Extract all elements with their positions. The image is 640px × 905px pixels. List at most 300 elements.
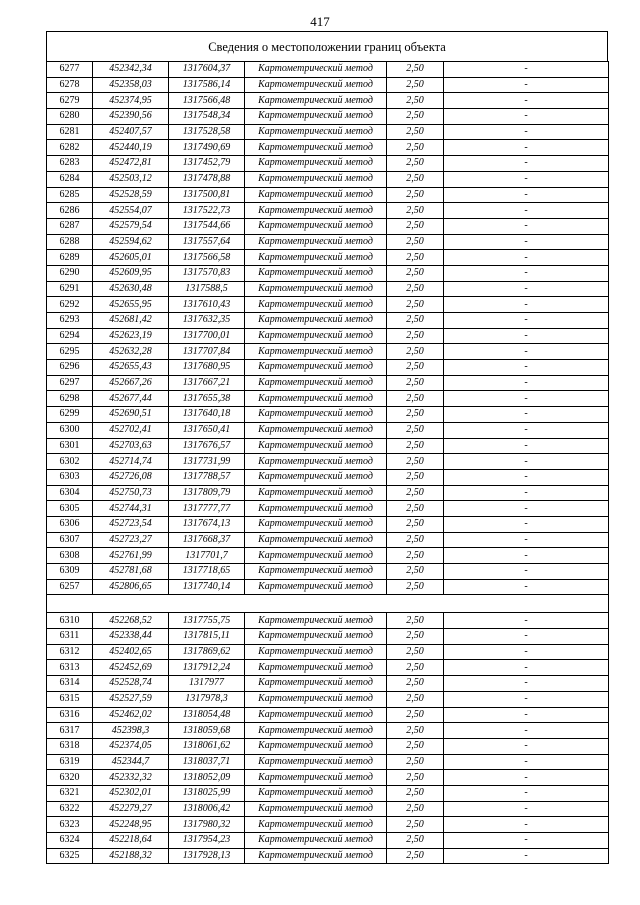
y-coordinate: 1317548,34 [169,109,245,125]
y-coordinate: 1317718,65 [169,564,245,580]
point-number: 6314 [47,676,93,692]
y-coordinate: 1317528,58 [169,124,245,140]
accuracy-cell: 2,50 [387,187,444,203]
accuracy-cell: 2,50 [387,375,444,391]
x-coordinate: 452744,31 [93,501,169,517]
y-coordinate: 1317667,21 [169,375,245,391]
point-number: 6286 [47,203,93,219]
x-coordinate: 452806,65 [93,579,169,595]
point-number: 6306 [47,516,93,532]
group-separator-row [47,595,609,613]
table-row [47,313,609,329]
x-coordinate: 452681,42 [93,313,169,329]
x-coordinate: 452655,43 [93,360,169,376]
table-row [47,391,609,407]
method-cell: Картометрический метод [245,250,387,266]
y-coordinate: 1317500,81 [169,187,245,203]
note-cell: - [444,77,609,93]
y-coordinate: 1317668,37 [169,532,245,548]
note-cell: - [444,391,609,407]
method-cell: Картометрический метод [245,328,387,344]
method-cell: Картометрический метод [245,660,387,676]
note-cell: - [444,313,609,329]
point-number: 6294 [47,328,93,344]
y-coordinate: 1317588,5 [169,281,245,297]
method-cell: Картометрический метод [245,613,387,629]
table-row [47,801,609,817]
y-coordinate: 1317977 [169,676,245,692]
method-cell: Картометрический метод [245,265,387,281]
table-row [47,691,609,707]
x-coordinate: 452750,73 [93,485,169,501]
table-row [47,564,609,580]
table-row [47,187,609,203]
point-number: 6312 [47,644,93,660]
point-number: 6292 [47,297,93,313]
method-cell: Картометрический метод [245,754,387,770]
note-cell: - [444,723,609,739]
accuracy-cell: 2,50 [387,438,444,454]
point-number: 6304 [47,485,93,501]
accuracy-cell: 2,50 [387,297,444,313]
y-coordinate: 1317680,95 [169,360,245,376]
x-coordinate: 452279,27 [93,801,169,817]
point-number: 6319 [47,754,93,770]
accuracy-cell: 2,50 [387,218,444,234]
y-coordinate: 1317490,69 [169,140,245,156]
x-coordinate: 452503,12 [93,171,169,187]
accuracy-cell: 2,50 [387,817,444,833]
table-row [47,328,609,344]
x-coordinate: 452407,57 [93,124,169,140]
point-number: 6316 [47,707,93,723]
y-coordinate: 1317755,75 [169,613,245,629]
table-row [47,375,609,391]
table-row [47,250,609,266]
y-coordinate: 1317655,38 [169,391,245,407]
point-number: 6305 [47,501,93,517]
note-cell: - [444,109,609,125]
x-coordinate: 452268,52 [93,613,169,629]
point-number: 6285 [47,187,93,203]
y-coordinate: 1317869,62 [169,644,245,660]
point-number: 6322 [47,801,93,817]
table-row [47,124,609,140]
x-coordinate: 452579,54 [93,218,169,234]
x-coordinate: 452630,48 [93,281,169,297]
table-row [47,218,609,234]
x-coordinate: 452342,34 [93,62,169,78]
table-row [47,770,609,786]
table-row [47,707,609,723]
x-coordinate: 452344,7 [93,754,169,770]
accuracy-cell: 2,50 [387,516,444,532]
table-row [47,723,609,739]
x-coordinate: 452594,62 [93,234,169,250]
point-number: 6299 [47,407,93,423]
table-body [47,62,609,864]
accuracy-cell: 2,50 [387,407,444,423]
y-coordinate: 1317566,48 [169,93,245,109]
y-coordinate: 1317640,18 [169,407,245,423]
y-coordinate: 1318006,42 [169,801,245,817]
table-row [47,817,609,833]
accuracy-cell: 2,50 [387,156,444,172]
method-cell: Картометрический метод [245,501,387,517]
x-coordinate: 452358,03 [93,77,169,93]
accuracy-cell: 2,50 [387,62,444,78]
point-number: 6288 [47,234,93,250]
note-cell: - [444,140,609,156]
accuracy-cell: 2,50 [387,77,444,93]
note-cell: - [444,187,609,203]
note-cell: - [444,438,609,454]
x-coordinate: 452440,19 [93,140,169,156]
note-cell: - [444,360,609,376]
point-number: 6293 [47,313,93,329]
point-number: 6302 [47,454,93,470]
x-coordinate: 452761,99 [93,548,169,564]
point-number: 6309 [47,564,93,580]
point-number: 6287 [47,218,93,234]
y-coordinate: 1317478,88 [169,171,245,187]
x-coordinate: 452527,59 [93,691,169,707]
accuracy-cell: 2,50 [387,754,444,770]
note-cell: - [444,676,609,692]
method-cell: Картометрический метод [245,485,387,501]
table-row [47,676,609,692]
table-row [47,660,609,676]
note-cell: - [444,485,609,501]
y-coordinate: 1317650,41 [169,422,245,438]
method-cell: Картометрический метод [245,676,387,692]
point-number: 6303 [47,469,93,485]
y-coordinate: 1317522,73 [169,203,245,219]
x-coordinate: 452402,65 [93,644,169,660]
x-coordinate: 452554,07 [93,203,169,219]
y-coordinate: 1317954,23 [169,833,245,849]
method-cell: Картометрический метод [245,833,387,849]
table-row [47,360,609,376]
method-cell: Картометрический метод [245,93,387,109]
method-cell: Картометрический метод [245,140,387,156]
x-coordinate: 452655,95 [93,297,169,313]
note-cell: - [444,770,609,786]
y-coordinate: 1318052,09 [169,770,245,786]
note-cell: - [444,218,609,234]
table-row [47,485,609,501]
method-cell: Картометрический метод [245,707,387,723]
y-coordinate: 1317632,35 [169,313,245,329]
note-cell: - [444,93,609,109]
note-cell: - [444,613,609,629]
x-coordinate: 452702,41 [93,422,169,438]
point-number: 6290 [47,265,93,281]
table-row [47,738,609,754]
table-row [47,785,609,801]
point-number: 6280 [47,109,93,125]
y-coordinate: 1317815,11 [169,629,245,645]
table-row [47,140,609,156]
note-cell: - [444,375,609,391]
note-cell: - [444,171,609,187]
point-number: 6282 [47,140,93,156]
note-cell: - [444,848,609,864]
x-coordinate: 452390,56 [93,109,169,125]
note-cell: - [444,532,609,548]
note-cell: - [444,707,609,723]
accuracy-cell: 2,50 [387,532,444,548]
y-coordinate: 1318059,68 [169,723,245,739]
accuracy-cell: 2,50 [387,707,444,723]
accuracy-cell: 2,50 [387,140,444,156]
note-cell: - [444,691,609,707]
method-cell: Картометрический метод [245,548,387,564]
point-number: 6257 [47,579,93,595]
accuracy-cell: 2,50 [387,109,444,125]
method-cell: Картометрический метод [245,391,387,407]
accuracy-cell: 2,50 [387,281,444,297]
table-row [47,422,609,438]
method-cell: Картометрический метод [245,801,387,817]
accuracy-cell: 2,50 [387,564,444,580]
note-cell: - [444,62,609,78]
x-coordinate: 452398,3 [93,723,169,739]
x-coordinate: 452632,28 [93,344,169,360]
x-coordinate: 452723,27 [93,532,169,548]
method-cell: Картометрический метод [245,817,387,833]
method-cell: Картометрический метод [245,629,387,645]
method-cell: Картометрический метод [245,218,387,234]
accuracy-cell: 2,50 [387,171,444,187]
note-cell: - [444,124,609,140]
table-row [47,516,609,532]
method-cell: Картометрический метод [245,691,387,707]
note-cell: - [444,407,609,423]
x-coordinate: 452188,32 [93,848,169,864]
table-row [47,469,609,485]
x-coordinate: 452667,26 [93,375,169,391]
note-cell: - [444,579,609,595]
note-cell: - [444,644,609,660]
table-row [47,532,609,548]
point-number: 6323 [47,817,93,833]
note-cell: - [444,250,609,266]
table-row [47,754,609,770]
table-row [47,644,609,660]
note-cell: - [444,265,609,281]
y-coordinate: 1318061,62 [169,738,245,754]
y-coordinate: 1317707,84 [169,344,245,360]
accuracy-cell: 2,50 [387,613,444,629]
point-number: 6300 [47,422,93,438]
method-cell: Картометрический метод [245,109,387,125]
point-number: 6321 [47,785,93,801]
method-cell: Картометрический метод [245,422,387,438]
method-cell: Картометрический метод [245,124,387,140]
accuracy-cell: 2,50 [387,848,444,864]
accuracy-cell: 2,50 [387,454,444,470]
accuracy-cell: 2,50 [387,548,444,564]
table-row [47,501,609,517]
x-coordinate: 452714,74 [93,454,169,470]
table-row [47,454,609,470]
point-number: 6311 [47,629,93,645]
accuracy-cell: 2,50 [387,770,444,786]
table-row [47,407,609,423]
x-coordinate: 452726,08 [93,469,169,485]
x-coordinate: 452723,54 [93,516,169,532]
x-coordinate: 452332,32 [93,770,169,786]
accuracy-cell: 2,50 [387,579,444,595]
method-cell: Картометрический метод [245,62,387,78]
point-number: 6324 [47,833,93,849]
note-cell: - [444,422,609,438]
accuracy-cell: 2,50 [387,328,444,344]
method-cell: Картометрический метод [245,579,387,595]
accuracy-cell: 2,50 [387,644,444,660]
note-cell: - [444,817,609,833]
x-coordinate: 452452,69 [93,660,169,676]
x-coordinate: 452374,05 [93,738,169,754]
note-cell: - [444,469,609,485]
x-coordinate: 452374,95 [93,93,169,109]
note-cell: - [444,234,609,250]
point-number: 6298 [47,391,93,407]
x-coordinate: 452462,02 [93,707,169,723]
y-coordinate: 1317731,99 [169,454,245,470]
table-row [47,171,609,187]
y-coordinate: 1317701,7 [169,548,245,564]
method-cell: Картометрический метод [245,785,387,801]
x-coordinate: 452472,81 [93,156,169,172]
point-number: 6297 [47,375,93,391]
y-coordinate: 1317912,24 [169,660,245,676]
method-cell: Картометрический метод [245,564,387,580]
table-row [47,234,609,250]
accuracy-cell: 2,50 [387,660,444,676]
point-number: 6320 [47,770,93,786]
method-cell: Картометрический метод [245,313,387,329]
accuracy-cell: 2,50 [387,629,444,645]
x-coordinate: 452248,95 [93,817,169,833]
accuracy-cell: 2,50 [387,501,444,517]
note-cell: - [444,548,609,564]
method-cell: Картометрический метод [245,375,387,391]
accuracy-cell: 2,50 [387,422,444,438]
table-row [47,77,609,93]
method-cell: Картометрический метод [245,438,387,454]
accuracy-cell: 2,50 [387,265,444,281]
method-cell: Картометрический метод [245,360,387,376]
method-cell: Картометрический метод [245,156,387,172]
y-coordinate: 1317928,13 [169,848,245,864]
point-number: 6307 [47,532,93,548]
note-cell: - [444,281,609,297]
note-cell: - [444,833,609,849]
accuracy-cell: 2,50 [387,313,444,329]
y-coordinate: 1318054,48 [169,707,245,723]
method-cell: Картометрический метод [245,234,387,250]
x-coordinate: 452302,01 [93,785,169,801]
table-row [47,833,609,849]
y-coordinate: 1317570,83 [169,265,245,281]
y-coordinate: 1317586,14 [169,77,245,93]
accuracy-cell: 2,50 [387,234,444,250]
method-cell: Картометрический метод [245,469,387,485]
x-coordinate: 452623,19 [93,328,169,344]
y-coordinate: 1317777,77 [169,501,245,517]
x-coordinate: 452781,68 [93,564,169,580]
note-cell: - [444,454,609,470]
table-row [47,62,609,78]
method-cell: Картометрический метод [245,407,387,423]
y-coordinate: 1317610,43 [169,297,245,313]
x-coordinate: 452528,74 [93,676,169,692]
method-cell: Картометрический метод [245,171,387,187]
table-row [47,629,609,645]
y-coordinate: 1318037,71 [169,754,245,770]
method-cell: Картометрический метод [245,532,387,548]
y-coordinate: 1317557,64 [169,234,245,250]
table-row [47,438,609,454]
x-coordinate: 452605,01 [93,250,169,266]
y-coordinate: 1317604,37 [169,62,245,78]
point-number: 6279 [47,93,93,109]
boundary-points-table [46,61,609,864]
accuracy-cell: 2,50 [387,124,444,140]
point-number: 6283 [47,156,93,172]
method-cell: Картометрический метод [245,644,387,660]
x-coordinate: 452703,63 [93,438,169,454]
point-number: 6301 [47,438,93,454]
note-cell: - [444,344,609,360]
accuracy-cell: 2,50 [387,485,444,501]
note-cell: - [444,297,609,313]
point-number: 6277 [47,62,93,78]
method-cell: Картометрический метод [245,848,387,864]
point-number: 6289 [47,250,93,266]
point-number: 6313 [47,660,93,676]
method-cell: Картометрический метод [245,297,387,313]
accuracy-cell: 2,50 [387,93,444,109]
y-coordinate: 1317788,57 [169,469,245,485]
note-cell: - [444,501,609,517]
accuracy-cell: 2,50 [387,801,444,817]
accuracy-cell: 2,50 [387,833,444,849]
y-coordinate: 1317452,79 [169,156,245,172]
note-cell: - [444,564,609,580]
y-coordinate: 1317674,13 [169,516,245,532]
accuracy-cell: 2,50 [387,250,444,266]
note-cell: - [444,156,609,172]
method-cell: Картометрический метод [245,77,387,93]
y-coordinate: 1317740,14 [169,579,245,595]
y-coordinate: 1317700,01 [169,328,245,344]
table-row [47,203,609,219]
y-coordinate: 1318025,99 [169,785,245,801]
accuracy-cell: 2,50 [387,738,444,754]
note-cell: - [444,203,609,219]
table-title: Сведения о местоположении границ объекта [46,31,608,61]
method-cell: Картометрический метод [245,723,387,739]
y-coordinate: 1317566,58 [169,250,245,266]
accuracy-cell: 2,50 [387,203,444,219]
accuracy-cell: 2,50 [387,469,444,485]
point-number: 6310 [47,613,93,629]
table-row [47,344,609,360]
x-coordinate: 452677,44 [93,391,169,407]
